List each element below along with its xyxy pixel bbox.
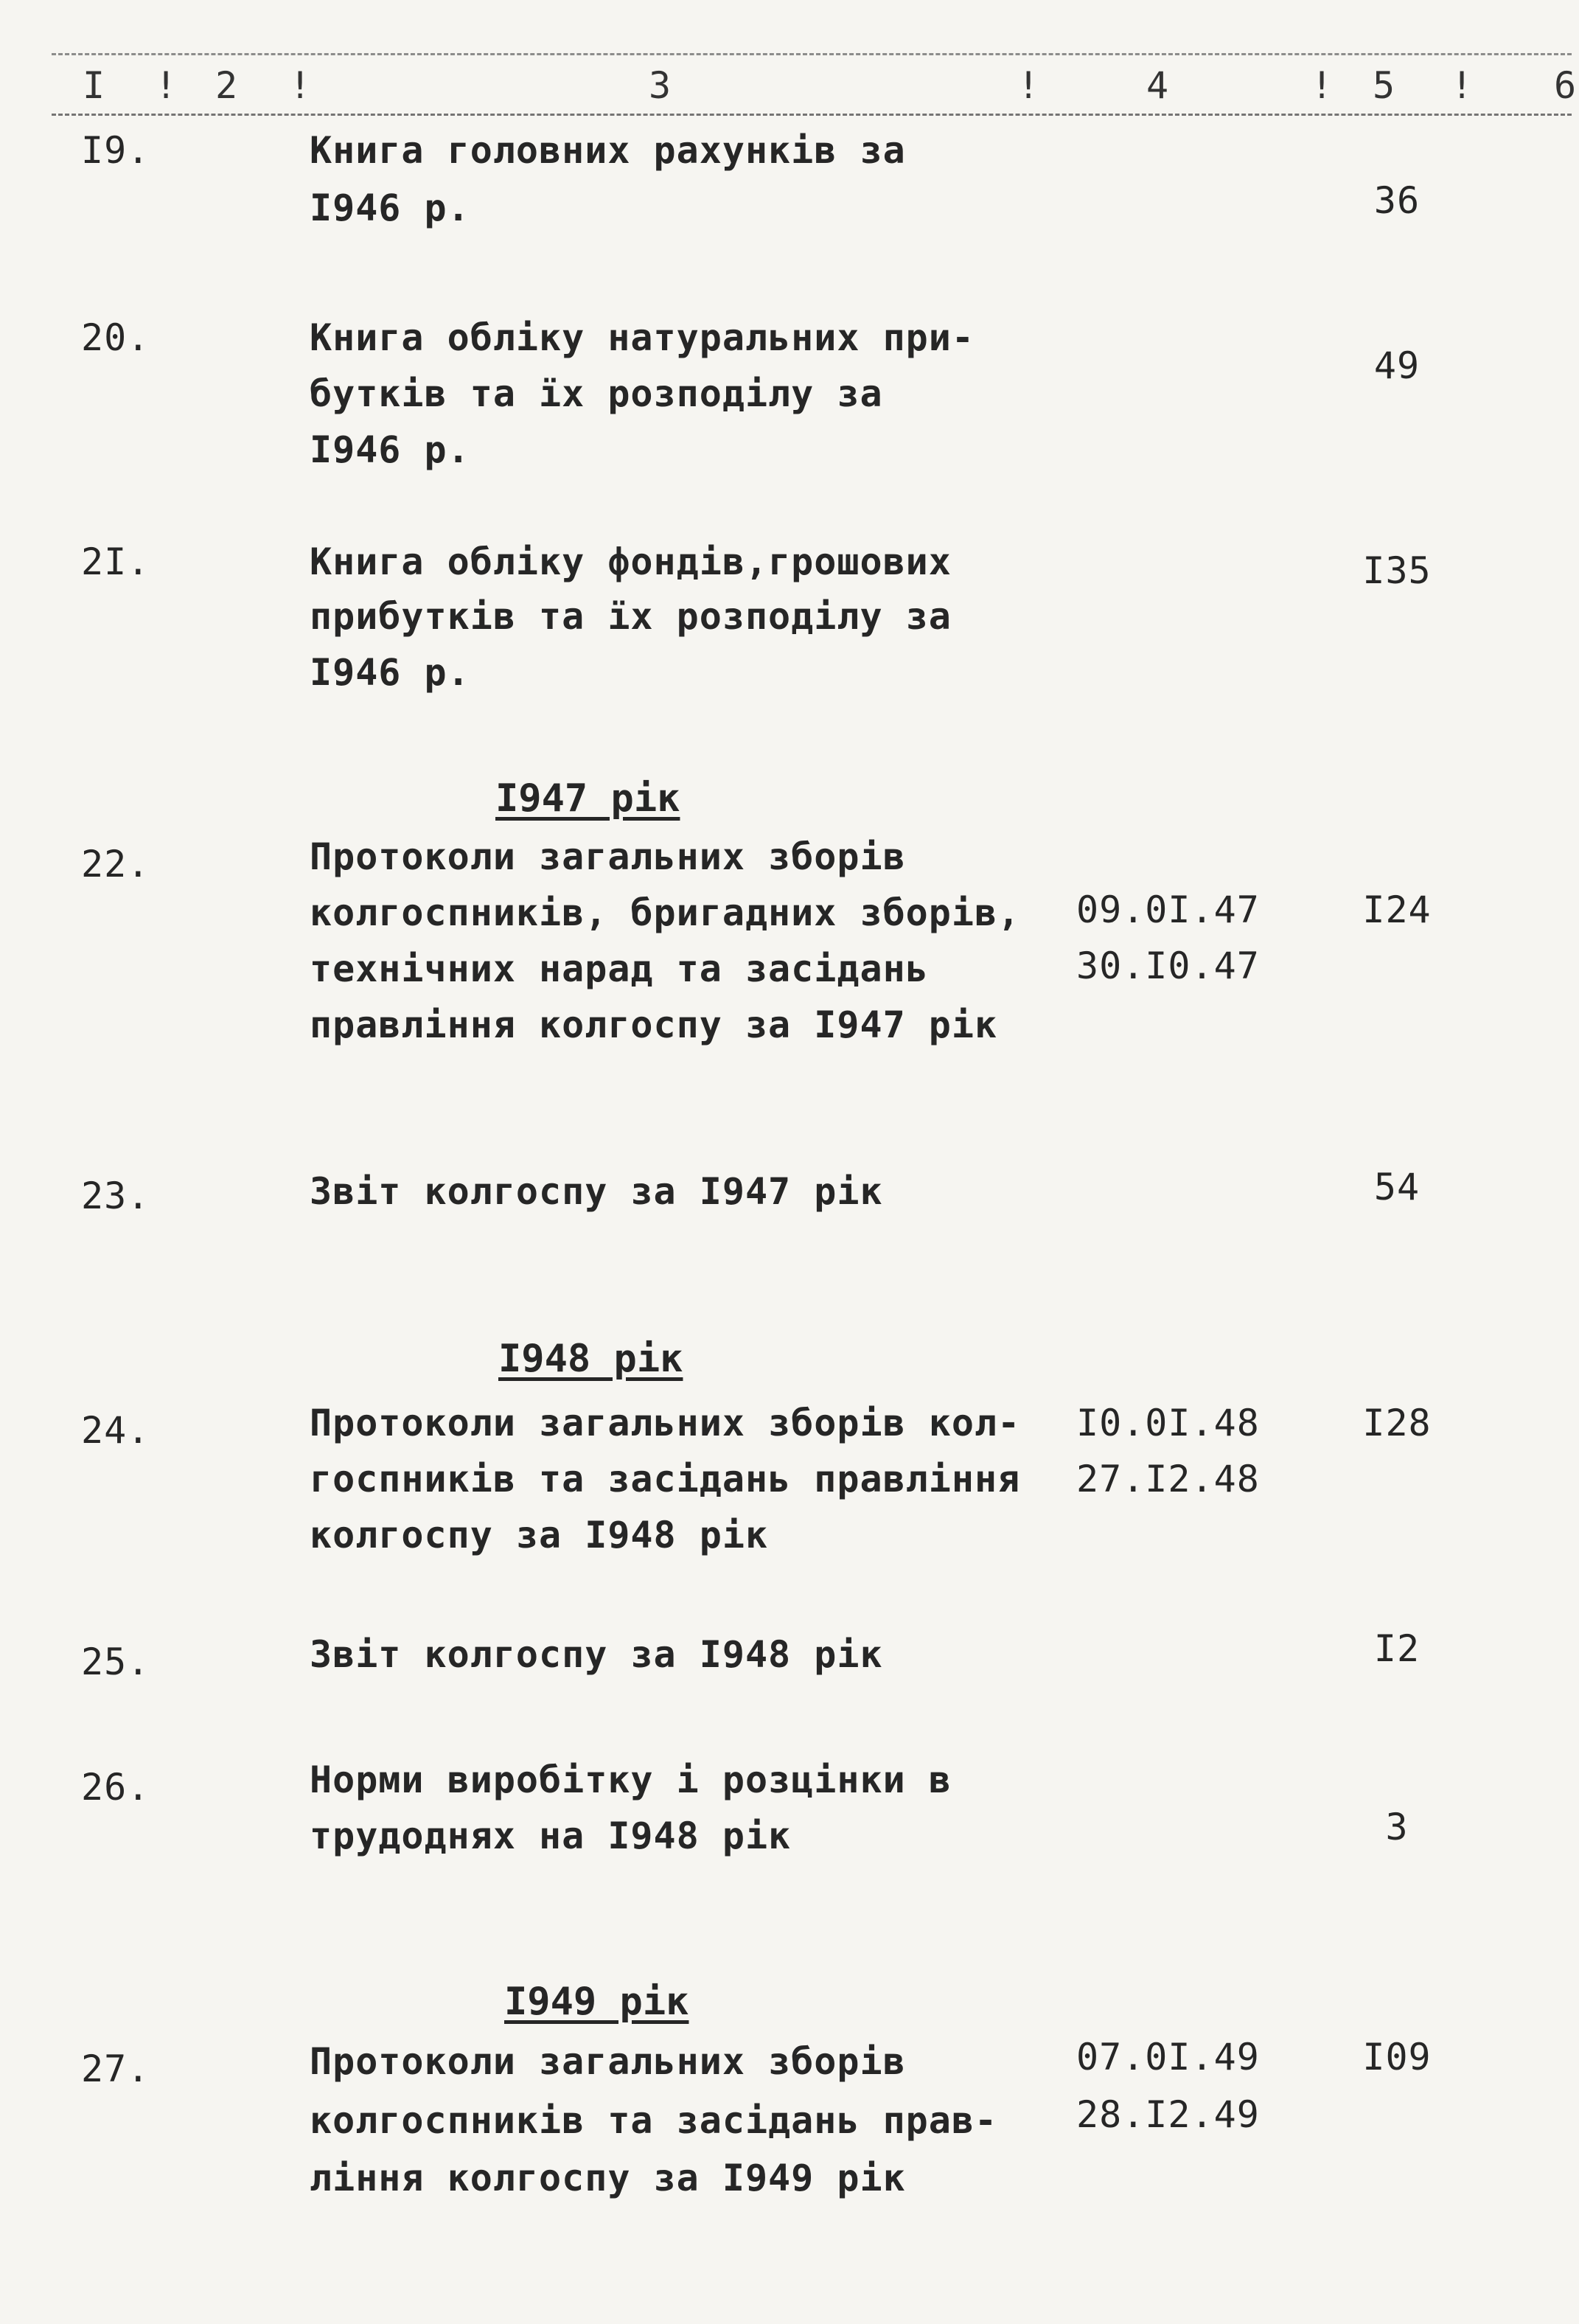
entry-sheet-count: 54 (1373, 1166, 1421, 1208)
entry-sheet-count: 49 (1373, 344, 1421, 387)
entry-number: 24. (81, 1409, 150, 1452)
entry-title-line: Книга головних рахунків за (310, 129, 906, 172)
entry-date-start: I0.0I.48 (1076, 1402, 1260, 1444)
entry-title-line: госпників та засідань правління (310, 1458, 1021, 1500)
entry-title-line: Протоколи загальних зборів кол- (310, 1402, 1021, 1444)
entry-title-line: Протоколи загальних зборів (310, 2040, 906, 2083)
entry-date-end: 30.I0.47 (1076, 944, 1260, 987)
column-header-3: 3 (649, 64, 672, 107)
entry-title-line: трудоднях на I948 рік (310, 1815, 792, 1857)
header-separator: ! (289, 64, 312, 107)
entry-title-line: колгоспників, бригадних зборів, (310, 891, 1021, 934)
year-heading: I948 рік (498, 1337, 683, 1381)
column-header-5: 5 (1373, 64, 1395, 107)
column-header-6: 6 (1554, 64, 1577, 107)
year-heading: I949 рік (504, 1980, 689, 2024)
header-dashed-rule (52, 114, 1572, 116)
entry-title-line: правління колгоспу за I947 рік (310, 1003, 998, 1046)
entry-title-line: прибутків та їх розподілу за (310, 595, 952, 638)
header-separator: ! (1451, 64, 1474, 107)
entry-title-line: Звіт колгоспу за I948 рік (310, 1633, 883, 1676)
entry-sheet-count: I28 (1362, 1402, 1432, 1444)
entry-date-end: 28.I2.49 (1076, 2093, 1260, 2136)
entry-title-line: бутків та їх розподілу за (310, 372, 883, 415)
header-separator: ! (1311, 64, 1334, 107)
entry-date-end: 27.I2.48 (1076, 1458, 1260, 1500)
entry-number: 27. (81, 2048, 150, 2090)
entry-title-line: Протоколи загальних зборів (310, 835, 906, 878)
entry-title-line: Звіт колгоспу за I947 рік (310, 1170, 883, 1213)
entry-sheet-count: 36 (1373, 179, 1421, 222)
entry-title-line: колгоспу за I948 рік (310, 1514, 769, 1556)
entry-number: 26. (81, 1766, 150, 1809)
header-separator: ! (1017, 64, 1040, 107)
entry-title-line: I946 р. (310, 428, 470, 471)
year-heading: I947 рік (495, 776, 680, 821)
top-dashed-rule (52, 53, 1572, 55)
entry-title-line: ління колгоспу за I949 рік (310, 2157, 906, 2199)
entry-sheet-count: I35 (1362, 549, 1432, 592)
entry-number: 2I. (81, 540, 150, 583)
entry-sheet-count: I2 (1373, 1627, 1421, 1670)
entry-title-line: Норми виробітку і розцінки в (310, 1758, 952, 1801)
entry-number: 20. (81, 316, 150, 359)
entry-date-start: 07.0I.49 (1076, 2036, 1260, 2078)
entry-number: I9. (81, 129, 150, 172)
entry-date-start: 09.0I.47 (1076, 888, 1260, 931)
entry-title-line: I946 р. (310, 651, 470, 694)
entry-title-line: технічних нарад та засідань (310, 947, 929, 990)
column-header-4: 4 (1146, 64, 1169, 107)
entry-sheet-count: 3 (1385, 1806, 1409, 1848)
entry-number: 25. (81, 1641, 150, 1683)
entry-title-line: колгоспників та засідань прав- (310, 2099, 998, 2142)
entry-number: 22. (81, 843, 150, 886)
entry-sheet-count: I09 (1362, 2036, 1432, 2078)
entry-title-line: Книга обліку фондів,грошових (310, 540, 952, 583)
entry-number: 23. (81, 1175, 150, 1217)
entry-title-line: I946 р. (310, 187, 470, 229)
entry-sheet-count: I24 (1362, 888, 1432, 931)
entry-title-line: Книга обліку натуральних при- (310, 316, 975, 359)
column-header-1: I (83, 64, 105, 107)
column-header-2: 2 (215, 64, 238, 107)
header-separator: ! (155, 64, 178, 107)
